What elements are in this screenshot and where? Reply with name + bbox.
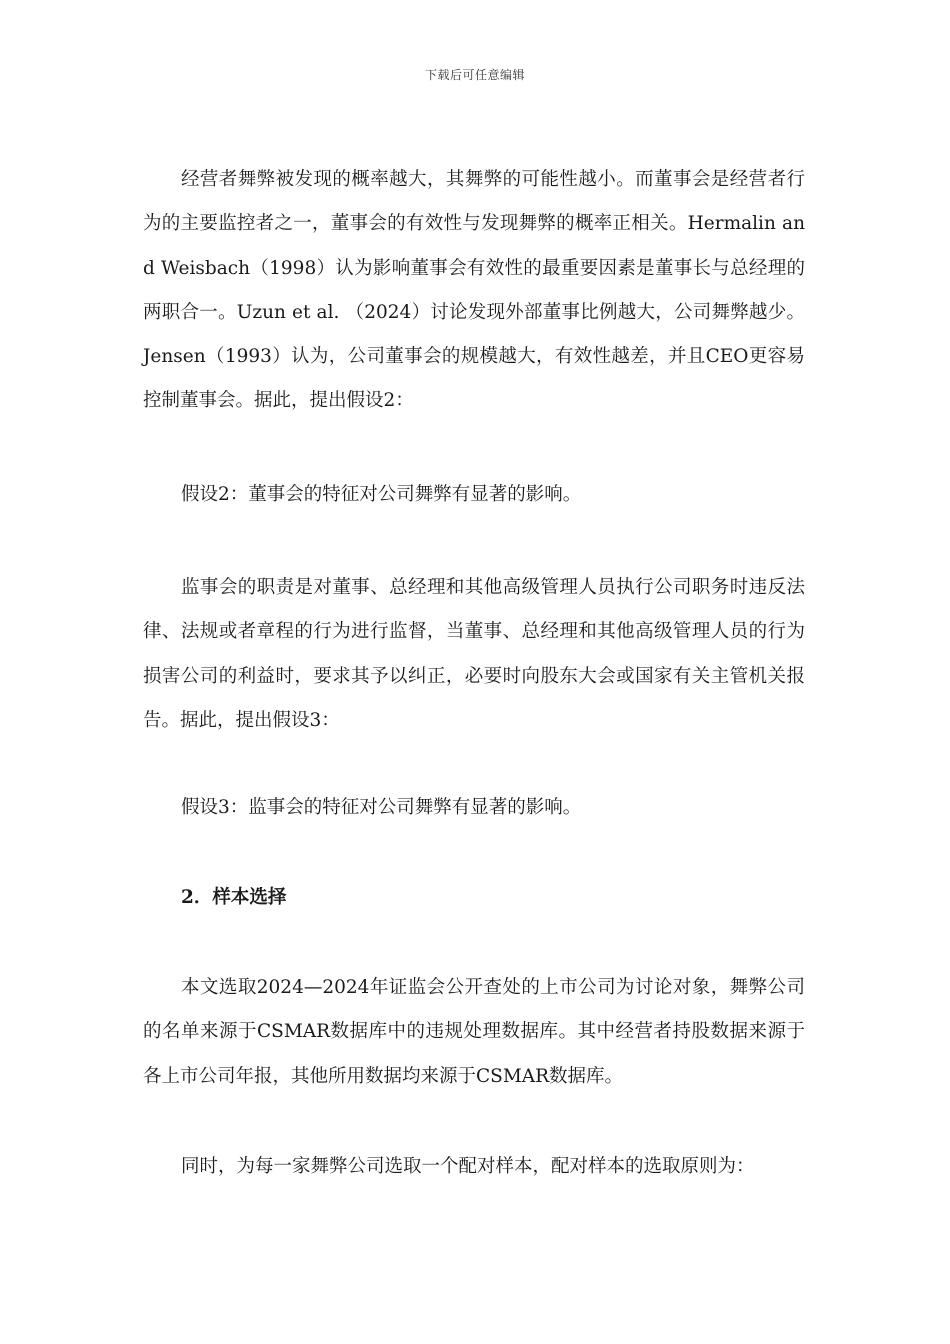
paragraph-text: 本文选取2024—2024年证监会公开查处的上市公司为讨论对象，舞弊公司的名单来源于CSMAR数据库中的违规处理数据库。其中经营者持股数据来源于各上市公司年报，其他所用数据均来源于CSMAR数据库。 bbox=[143, 977, 805, 1087]
paragraph-hypothesis-3 bbox=[143, 786, 805, 830]
hypothesis-2-text: 假设2：董事会的特征对公司舞弊有显著的影响。 bbox=[181, 484, 582, 505]
paragraph-matching-sample bbox=[143, 1145, 805, 1189]
paragraph-sample-source bbox=[143, 966, 805, 1099]
section-heading: 2．样本选择 bbox=[181, 887, 287, 908]
paragraph-director-board bbox=[143, 158, 805, 424]
paragraph-text: 同时，为每一家舞弊公司选取一个配对样本，配对样本的选取原则为： bbox=[181, 1156, 755, 1177]
paragraph-text: 监事会的职责是对董事、总经理和其他高级管理人员执行公司职务时违反法律、法规或者章程的行为进行监督，当董事、总经理和其他高级管理人员的行为损害公司的利益时，要求其予以纠正，必要时向股东大会或国家有关主管机关报告。据此，提出假设3： bbox=[143, 577, 805, 731]
paragraph-hypothesis-2 bbox=[143, 473, 805, 517]
paragraph-text: 经营者舞弊被发现的概率越大，其舞弊的可能性越小。而董事会是经营者行为的主要监控者之一，董事会的有效性与发现舞弊的概率正相关。Hermalin and Weisbach（1998）认为影响董事会有效性的最重要因素是董事长与总经理的两职合一。Uzun et al. （2024）讨论发现外部董事比例越大，公司舞弊越少。Jensen（1993）认为，公司董事会的规模越大，有效性越差，并且CEO更容易控制董事会。据此，提出假设2： bbox=[143, 169, 805, 412]
section-heading-sample-selection bbox=[143, 876, 805, 920]
paragraph-supervisory-board bbox=[143, 566, 805, 743]
page-header: 下载后可任意编辑 bbox=[424, 68, 525, 82]
hypothesis-3-text: 假设3：监事会的特征对公司舞弊有显著的影响。 bbox=[181, 797, 582, 818]
